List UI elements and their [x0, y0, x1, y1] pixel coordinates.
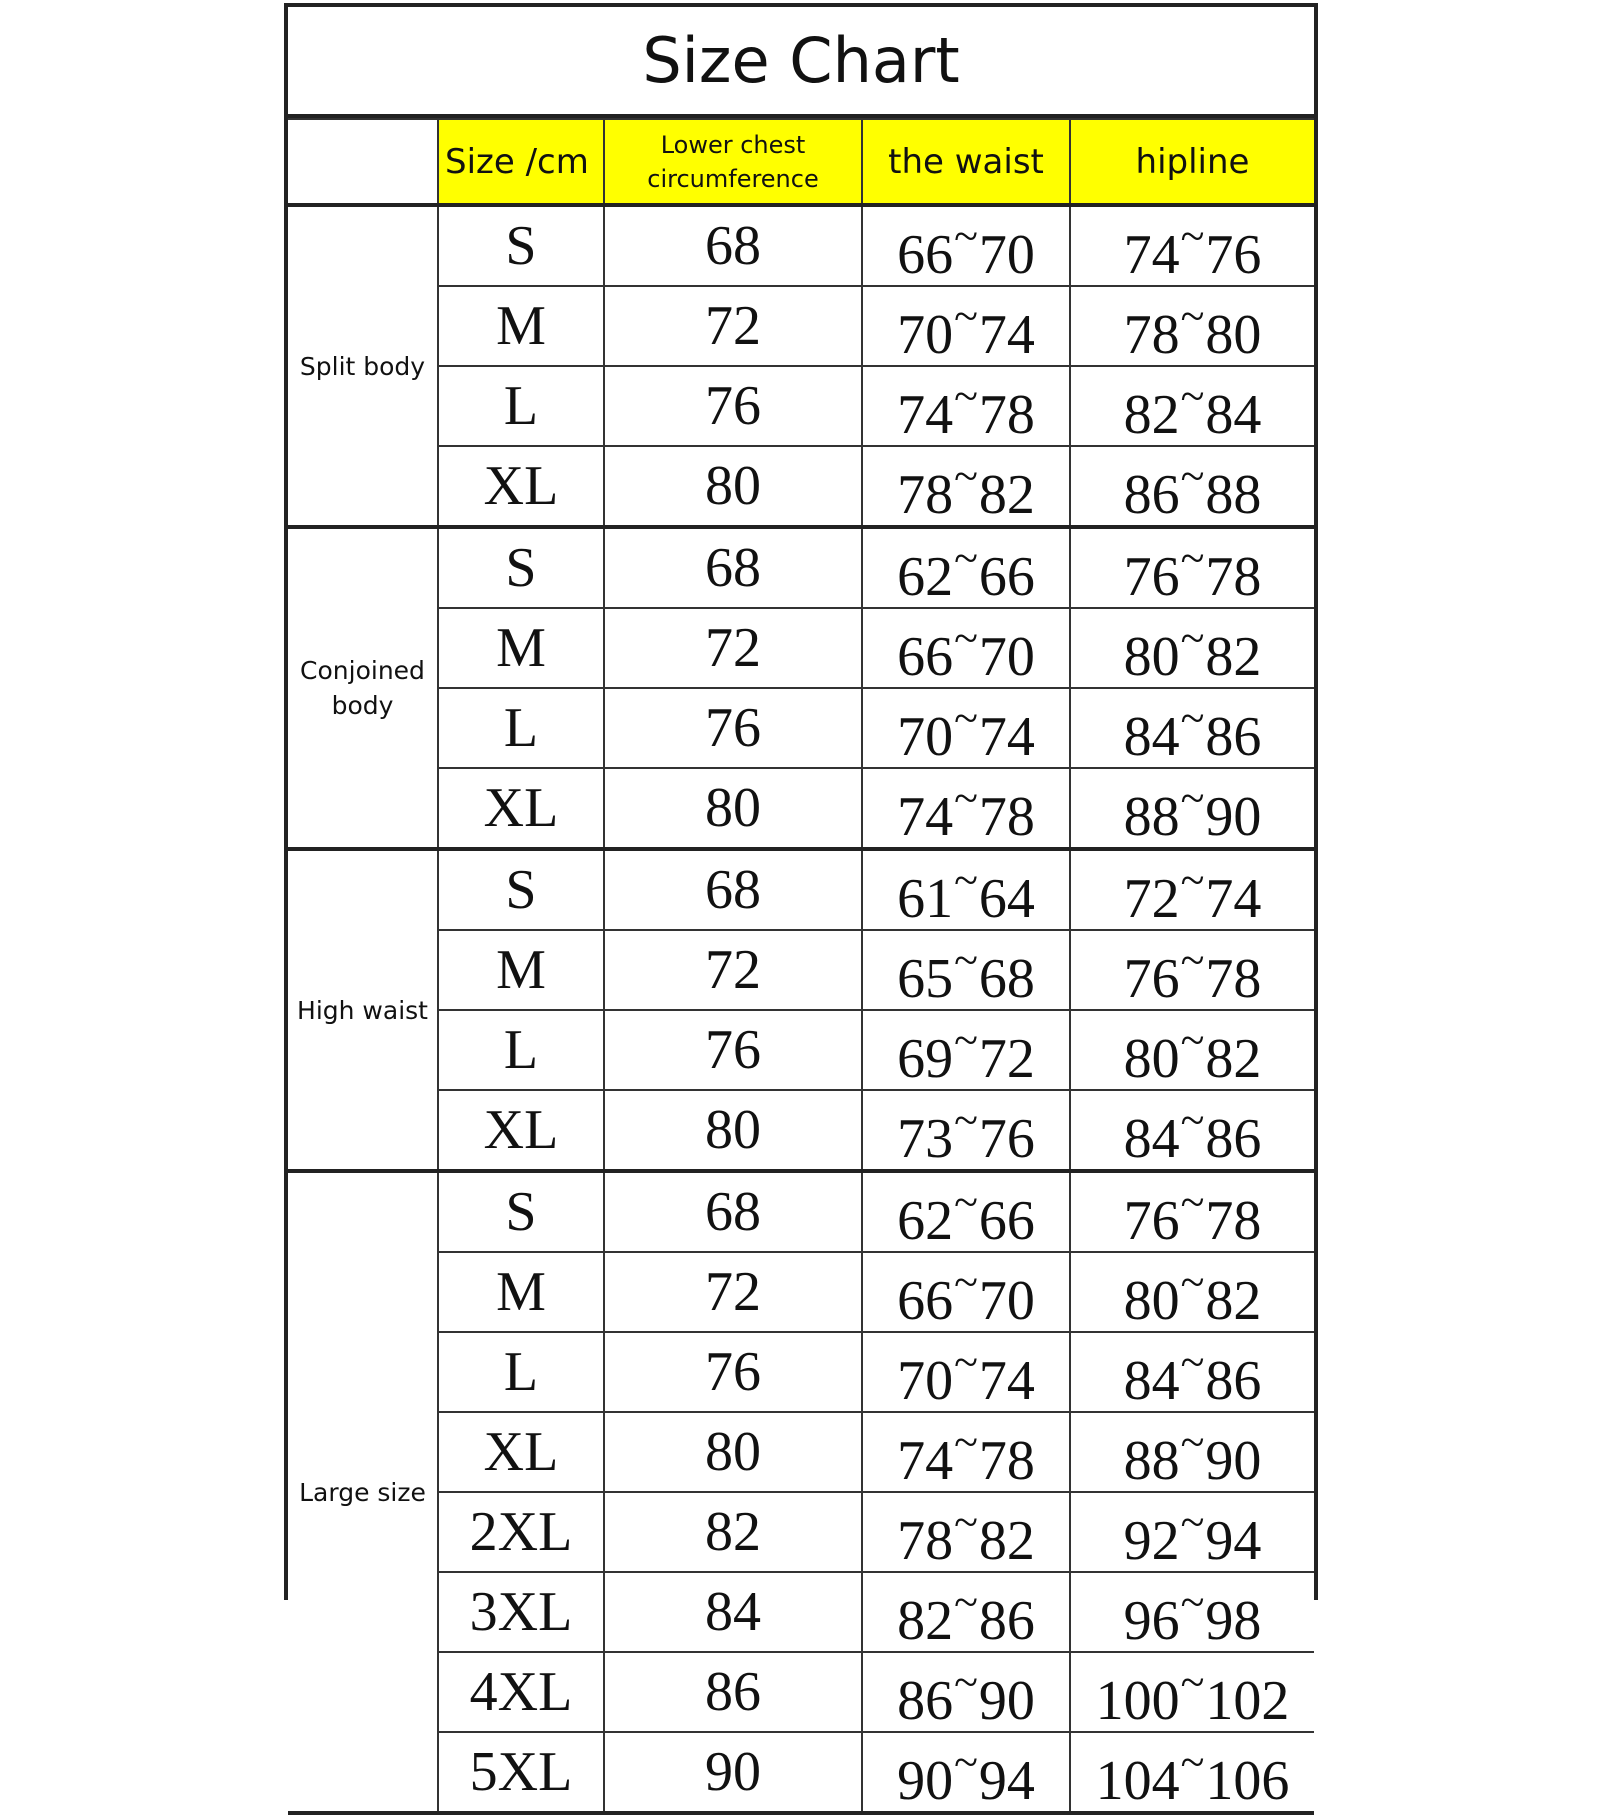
hip-range-cell [1070, 366, 1314, 446]
waist-max: 66 [978, 546, 1035, 608]
waist-min: 70 [897, 706, 954, 768]
range-tilde: ~ [1180, 1578, 1205, 1627]
hip-range-cell [1070, 446, 1314, 527]
hip-min: 86 [1123, 464, 1180, 526]
range-tilde: ~ [954, 1578, 978, 1627]
chest-cell: 86 [604, 1652, 862, 1732]
hip-range-cell [1070, 608, 1314, 688]
waist-range-cell [862, 1732, 1070, 1813]
waist-max: 78 [978, 786, 1035, 848]
table-row [288, 1492, 1314, 1572]
range-tilde: ~ [954, 212, 978, 261]
table-row [288, 366, 1314, 446]
hip-max: 90 [1205, 1430, 1262, 1492]
hip-range-cell [1070, 1332, 1314, 1412]
waist-range-cell [862, 1171, 1070, 1252]
size-cell: S [438, 1171, 604, 1252]
range-tilde: ~ [954, 1418, 978, 1467]
waist-range-cell [862, 1332, 1070, 1412]
hip-max: 106 [1205, 1750, 1290, 1812]
size-cell: M [438, 608, 604, 688]
hip-range-cell [1070, 527, 1314, 608]
waist-max: 82 [978, 464, 1035, 526]
group-label [288, 1171, 438, 1813]
table-row [288, 1652, 1314, 1732]
hip-range-cell [1070, 1252, 1314, 1332]
hip-min: 84 [1123, 1350, 1180, 1412]
header-row [288, 119, 1314, 205]
range-tilde: ~ [1180, 694, 1205, 743]
hip-min: 80 [1123, 1028, 1180, 1090]
range-tilde: ~ [954, 1258, 978, 1307]
hip-range-cell [1070, 1090, 1314, 1171]
hip-min: 76 [1123, 948, 1180, 1010]
waist-range-cell [862, 768, 1070, 849]
header-waist: the waist [862, 119, 1070, 205]
range-tilde: ~ [1180, 1738, 1205, 1787]
size-cell: S [438, 527, 604, 608]
chest-cell: 76 [604, 1332, 862, 1412]
chest-cell: 72 [604, 608, 862, 688]
header-chest [604, 119, 862, 205]
waist-min: 78 [897, 464, 954, 526]
size-cell: 3XL [438, 1572, 604, 1652]
waist-range-cell [862, 205, 1070, 286]
group-label [288, 849, 438, 1171]
hip-range-cell [1070, 1572, 1314, 1652]
size-cell: 5XL [438, 1732, 604, 1813]
chest-cell: 72 [604, 286, 862, 366]
range-tilde: ~ [954, 774, 978, 823]
range-tilde: ~ [954, 856, 978, 905]
group-label-text: Large size [299, 1477, 426, 1507]
table-row [288, 1090, 1314, 1171]
hip-min: 84 [1123, 706, 1180, 768]
table-row [288, 768, 1314, 849]
range-tilde: ~ [1180, 534, 1205, 583]
group-label-text: High waist [297, 995, 428, 1025]
table-row [288, 1572, 1314, 1652]
hip-min: 88 [1123, 786, 1180, 848]
size-cell: S [438, 849, 604, 930]
table-row [288, 1412, 1314, 1492]
table-body [288, 205, 1314, 1813]
chest-cell: 80 [604, 446, 862, 527]
chest-cell: 68 [604, 849, 862, 930]
waist-min: 66 [897, 1270, 954, 1332]
range-tilde: ~ [1180, 1016, 1205, 1065]
range-tilde: ~ [954, 1338, 978, 1387]
chest-cell: 76 [604, 688, 862, 768]
range-tilde: ~ [1180, 1418, 1205, 1467]
table-row [288, 930, 1314, 1010]
chest-cell: 68 [604, 1171, 862, 1252]
chest-cell: 82 [604, 1492, 862, 1572]
waist-max: 68 [978, 948, 1035, 1010]
group-label-text: Split body [299, 351, 426, 381]
waist-max: 82 [978, 1510, 1035, 1572]
range-tilde: ~ [954, 1498, 978, 1547]
hip-max: 98 [1205, 1590, 1262, 1652]
size-cell: S [438, 205, 604, 286]
hip-range-cell [1070, 205, 1314, 286]
hip-range-cell [1070, 930, 1314, 1010]
hip-min: 96 [1123, 1590, 1180, 1652]
size-chart [284, 3, 1318, 1812]
size-cell: M [438, 286, 604, 366]
range-tilde: ~ [954, 694, 978, 743]
waist-range-cell [862, 527, 1070, 608]
hip-range-cell [1070, 1732, 1314, 1813]
waist-max: 78 [978, 384, 1035, 446]
hip-min: 82 [1123, 384, 1180, 446]
header-hip: hipline [1070, 119, 1314, 205]
waist-range-cell [862, 930, 1070, 1010]
waist-range-cell [862, 1572, 1070, 1652]
range-tilde: ~ [1180, 614, 1205, 663]
waist-range-cell [862, 446, 1070, 527]
range-tilde: ~ [1180, 292, 1205, 341]
table-row [288, 286, 1314, 366]
chest-cell: 76 [604, 366, 862, 446]
waist-min: 70 [897, 304, 954, 366]
hip-max: 78 [1205, 546, 1262, 608]
waist-range-cell [862, 688, 1070, 768]
waist-min: 82 [897, 1590, 954, 1652]
table-row [288, 446, 1314, 527]
range-tilde: ~ [954, 1096, 978, 1145]
chest-cell: 80 [604, 1090, 862, 1171]
waist-min: 65 [897, 948, 954, 1010]
range-tilde: ~ [954, 372, 978, 421]
size-cell: 4XL [438, 1652, 604, 1732]
range-tilde: ~ [1180, 1498, 1205, 1547]
hip-range-cell [1070, 768, 1314, 849]
waist-range-cell [862, 849, 1070, 930]
hip-range-cell [1070, 688, 1314, 768]
size-table [288, 118, 1314, 1815]
table-row [288, 527, 1314, 608]
size-cell: L [438, 1332, 604, 1412]
hip-max: 82 [1205, 626, 1262, 688]
range-tilde: ~ [954, 1178, 978, 1227]
range-tilde: ~ [954, 1658, 978, 1707]
table-row [288, 1732, 1314, 1813]
waist-range-cell [862, 286, 1070, 366]
waist-min: 62 [897, 546, 954, 608]
range-tilde: ~ [954, 1738, 978, 1787]
hip-max: 86 [1205, 1108, 1262, 1170]
chest-cell: 72 [604, 930, 862, 1010]
header-chest-label: Lower chest circumference [647, 130, 819, 193]
range-tilde: ~ [1180, 936, 1205, 985]
table-row [288, 1332, 1314, 1412]
range-tilde: ~ [954, 534, 978, 583]
group-label [288, 527, 438, 849]
hip-min: 92 [1123, 1510, 1180, 1572]
size-cell: XL [438, 768, 604, 849]
hip-range-cell [1070, 286, 1314, 366]
hip-max: 86 [1205, 1350, 1262, 1412]
waist-range-cell [862, 1492, 1070, 1572]
hip-max: 82 [1205, 1270, 1262, 1332]
hip-max: 94 [1205, 1510, 1262, 1572]
waist-range-cell [862, 1652, 1070, 1732]
chest-cell: 84 [604, 1572, 862, 1652]
chest-cell: 76 [604, 1010, 862, 1090]
hip-range-cell [1070, 1652, 1314, 1732]
size-cell: XL [438, 1090, 604, 1171]
hip-min: 104 [1095, 1750, 1180, 1812]
table-row [288, 1171, 1314, 1252]
hip-range-cell [1070, 1492, 1314, 1572]
waist-max: 76 [978, 1108, 1035, 1170]
waist-max: 70 [978, 1270, 1035, 1332]
waist-range-cell [862, 366, 1070, 446]
size-cell: 2XL [438, 1492, 604, 1572]
table-row [288, 205, 1314, 286]
hip-max: 84 [1205, 384, 1262, 446]
hip-min: 88 [1123, 1430, 1180, 1492]
hip-min: 80 [1123, 1270, 1180, 1332]
waist-min: 78 [897, 1510, 954, 1572]
range-tilde: ~ [1180, 1258, 1205, 1307]
waist-min: 74 [897, 384, 954, 446]
waist-range-cell [862, 1412, 1070, 1492]
hip-max: 76 [1205, 224, 1262, 286]
waist-min: 61 [897, 868, 954, 930]
hip-min: 84 [1123, 1108, 1180, 1170]
chest-cell: 90 [604, 1732, 862, 1813]
size-cell: XL [438, 446, 604, 527]
range-tilde: ~ [1180, 372, 1205, 421]
waist-range-cell [862, 1090, 1070, 1171]
waist-max: 72 [978, 1028, 1035, 1090]
hip-max: 90 [1205, 786, 1262, 848]
hip-max: 88 [1205, 464, 1262, 526]
hip-min: 76 [1123, 546, 1180, 608]
waist-max: 74 [978, 706, 1035, 768]
waist-min: 73 [897, 1108, 954, 1170]
waist-max: 74 [978, 1350, 1035, 1412]
waist-max: 66 [978, 1190, 1035, 1252]
hip-max: 78 [1205, 1190, 1262, 1252]
table-row [288, 1252, 1314, 1332]
range-tilde: ~ [1180, 774, 1205, 823]
range-tilde: ~ [1180, 1338, 1205, 1387]
hip-max: 74 [1205, 868, 1262, 930]
group-label [288, 205, 438, 527]
waist-min: 69 [897, 1028, 954, 1090]
size-cell: L [438, 1010, 604, 1090]
waist-range-cell [862, 1252, 1070, 1332]
hip-range-cell [1070, 849, 1314, 930]
waist-max: 70 [978, 626, 1035, 688]
range-tilde: ~ [1180, 1178, 1205, 1227]
waist-min: 70 [897, 1350, 954, 1412]
table-row [288, 688, 1314, 768]
waist-max: 78 [978, 1430, 1035, 1492]
hip-min: 74 [1123, 224, 1180, 286]
waist-min: 62 [897, 1190, 954, 1252]
header-size: Size /cm [438, 119, 604, 205]
range-tilde: ~ [1180, 1658, 1205, 1707]
range-tilde: ~ [1180, 1096, 1205, 1145]
waist-max: 90 [978, 1670, 1035, 1732]
chart-title: Size Chart [288, 7, 1314, 118]
range-tilde: ~ [954, 452, 978, 501]
waist-min: 86 [897, 1670, 954, 1732]
hip-max: 78 [1205, 948, 1262, 1010]
waist-min: 90 [897, 1750, 954, 1812]
chest-cell: 68 [604, 205, 862, 286]
waist-max: 70 [978, 224, 1035, 286]
group-label-text: Conjoined body [300, 656, 425, 720]
chest-cell: 68 [604, 527, 862, 608]
range-tilde: ~ [954, 614, 978, 663]
hip-max: 102 [1205, 1670, 1290, 1732]
range-tilde: ~ [1180, 856, 1205, 905]
range-tilde: ~ [1180, 212, 1205, 261]
hip-range-cell [1070, 1010, 1314, 1090]
waist-max: 64 [978, 868, 1035, 930]
size-cell: L [438, 688, 604, 768]
waist-max: 74 [978, 304, 1035, 366]
waist-max: 86 [978, 1590, 1035, 1652]
size-cell: M [438, 930, 604, 1010]
waist-range-cell [862, 1010, 1070, 1090]
size-cell: L [438, 366, 604, 446]
table-row [288, 1010, 1314, 1090]
waist-min: 66 [897, 626, 954, 688]
waist-min: 66 [897, 224, 954, 286]
hip-max: 82 [1205, 1028, 1262, 1090]
chest-cell: 72 [604, 1252, 862, 1332]
waist-min: 74 [897, 1430, 954, 1492]
hip-min: 100 [1095, 1670, 1180, 1732]
header-blank-cell [288, 119, 438, 205]
waist-max: 94 [978, 1750, 1035, 1812]
range-tilde: ~ [1180, 452, 1205, 501]
range-tilde: ~ [954, 936, 978, 985]
hip-min: 80 [1123, 626, 1180, 688]
hip-range-cell [1070, 1171, 1314, 1252]
waist-range-cell [862, 608, 1070, 688]
hip-max: 80 [1205, 304, 1262, 366]
hip-range-cell [1070, 1412, 1314, 1492]
table-row [288, 849, 1314, 930]
hip-min: 76 [1123, 1190, 1180, 1252]
table-row [288, 608, 1314, 688]
hip-min: 78 [1123, 304, 1180, 366]
hip-min: 72 [1123, 868, 1180, 930]
range-tilde: ~ [954, 292, 978, 341]
chest-cell: 80 [604, 1412, 862, 1492]
chest-cell: 80 [604, 768, 862, 849]
size-cell: M [438, 1252, 604, 1332]
range-tilde: ~ [954, 1016, 978, 1065]
size-cell: XL [438, 1412, 604, 1492]
waist-min: 74 [897, 786, 954, 848]
hip-max: 86 [1205, 706, 1262, 768]
